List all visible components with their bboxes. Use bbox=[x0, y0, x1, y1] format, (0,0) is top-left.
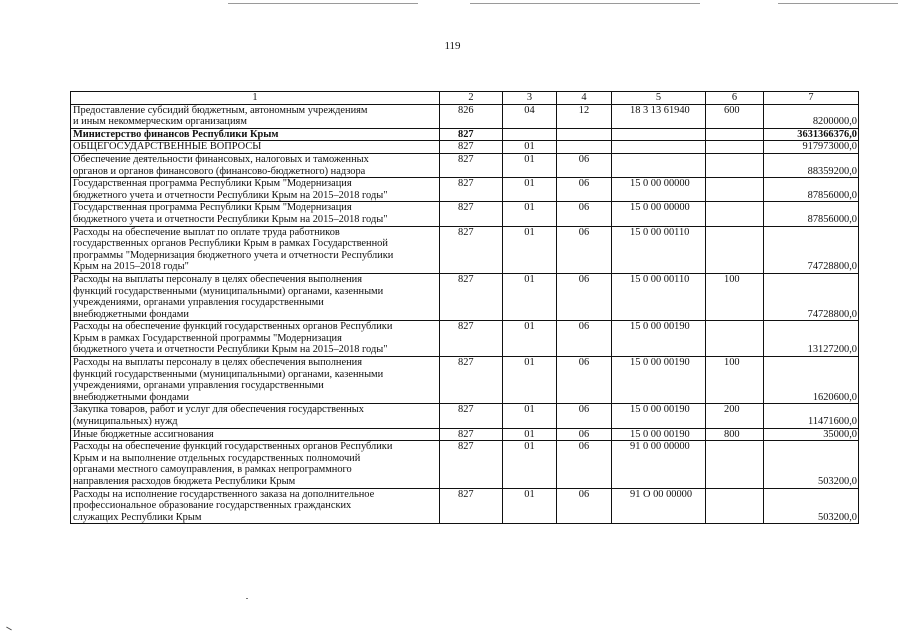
row-admin-code: 827 bbox=[440, 488, 503, 524]
scan-edge-mark bbox=[6, 627, 12, 631]
row-admin-code: 827 bbox=[440, 226, 503, 273]
row-expense-type: 100 bbox=[706, 273, 764, 320]
row-section: 01 bbox=[503, 153, 557, 177]
row-target-article: 15 0 00 00190 bbox=[612, 428, 706, 441]
row-description: Закупка товаров, работ и услуг для обеспечения государственных (муниципальных) нужд bbox=[71, 404, 440, 428]
row-section: 01 bbox=[503, 321, 557, 357]
row-amount: 503200,0 bbox=[764, 441, 859, 488]
header-cell-6: 6 bbox=[706, 92, 764, 105]
row-section: 01 bbox=[503, 226, 557, 273]
table-row bbox=[71, 321, 859, 357]
row-admin-code: 827 bbox=[440, 202, 503, 226]
row-description: Обеспечение деятельности финансовых, налоговых и таможенных органов и органов финансового (финансово-бюджетного) надзора bbox=[71, 153, 440, 177]
table-row bbox=[71, 404, 859, 428]
row-description: Предоставление субсидий бюджетным, автономным учреждениям и иным некоммерческим организациям bbox=[71, 104, 440, 128]
row-expense-type bbox=[706, 141, 764, 154]
row-expense-type bbox=[706, 178, 764, 202]
row-description: Министерство финансов Республики Крым bbox=[71, 128, 440, 141]
row-admin-code: 827 bbox=[440, 357, 503, 404]
row-target-article: 91 О 00 00000 bbox=[612, 488, 706, 524]
table-row bbox=[71, 128, 859, 141]
header-cell-4: 4 bbox=[557, 92, 612, 105]
row-amount: 74728800,0 bbox=[764, 273, 859, 320]
scan-dot-mark bbox=[246, 598, 248, 599]
row-subsection: 06 bbox=[557, 273, 612, 320]
row-subsection: 12 bbox=[557, 104, 612, 128]
row-section: 01 bbox=[503, 178, 557, 202]
row-section: 01 bbox=[503, 404, 557, 428]
row-description: Расходы на обеспечение выплат по оплате труда работников государственных органов Республики Крым в рамках Государственной программы "Модернизация бюджетного учета и отчетности Республики Крым на 2015–2018 годы" bbox=[71, 226, 440, 273]
row-amount: 11471600,0 bbox=[764, 404, 859, 428]
row-subsection bbox=[557, 141, 612, 154]
row-admin-code: 826 bbox=[440, 104, 503, 128]
row-description: Государственная программа Республики Крым "Модернизация бюджетного учета и отчетности Республики Крым на 2015–2018 годы" bbox=[71, 178, 440, 202]
row-target-article: 15 0 00 00190 bbox=[612, 357, 706, 404]
header-cell-1: 1 bbox=[71, 92, 440, 105]
row-target-article: 15 0 00 00110 bbox=[612, 273, 706, 320]
row-subsection: 06 bbox=[557, 226, 612, 273]
row-admin-code: 827 bbox=[440, 321, 503, 357]
table-row bbox=[71, 202, 859, 226]
row-target-article: 15 0 00 00110 bbox=[612, 226, 706, 273]
row-admin-code: 827 bbox=[440, 404, 503, 428]
row-section bbox=[503, 128, 557, 141]
row-target-article: 15 0 00 00190 bbox=[612, 321, 706, 357]
table-row bbox=[71, 488, 859, 524]
row-admin-code: 827 bbox=[440, 141, 503, 154]
row-expense-type: 100 bbox=[706, 357, 764, 404]
table-row bbox=[71, 428, 859, 441]
row-amount: 3631366376,0 bbox=[764, 128, 859, 141]
table-row bbox=[71, 441, 859, 488]
row-admin-code: 827 bbox=[440, 153, 503, 177]
table-header-row bbox=[71, 92, 859, 105]
header-cell-7: 7 bbox=[764, 92, 859, 105]
row-expense-type bbox=[706, 153, 764, 177]
page-number: 119 bbox=[444, 40, 461, 52]
row-section: 01 bbox=[503, 202, 557, 226]
row-subsection: 06 bbox=[557, 404, 612, 428]
row-description: Расходы на выплаты персоналу в целях обеспечения выполнения функций государственными (муниципальными) органами, казенными учреждениями, органами управления государственными внебюджетными фондами bbox=[71, 273, 440, 320]
row-description: Государственная программа Республики Крым "Модернизация бюджетного учета и отчетности Республики Крым на 2015–2018 годы" bbox=[71, 202, 440, 226]
row-subsection: 06 bbox=[557, 357, 612, 404]
row-amount: 87856000,0 bbox=[764, 178, 859, 202]
row-section: 01 bbox=[503, 488, 557, 524]
row-subsection: 06 bbox=[557, 428, 612, 441]
row-section: 01 bbox=[503, 441, 557, 488]
table-row bbox=[71, 153, 859, 177]
row-amount: 35000,0 bbox=[764, 428, 859, 441]
budget-table-body bbox=[71, 92, 859, 524]
row-expense-type bbox=[706, 321, 764, 357]
row-subsection: 06 bbox=[557, 441, 612, 488]
row-admin-code: 827 bbox=[440, 428, 503, 441]
row-expense-type bbox=[706, 226, 764, 273]
row-target-article: 18 3 13 61940 bbox=[612, 104, 706, 128]
row-amount: 503200,0 bbox=[764, 488, 859, 524]
row-admin-code: 827 bbox=[440, 441, 503, 488]
table-row bbox=[71, 104, 859, 128]
table-row bbox=[71, 226, 859, 273]
table-row bbox=[71, 357, 859, 404]
row-description: Расходы на обеспечение функций государственных органов Республики Крым и на выполнение отдельных государственных полномочий органами местного самоуправления, в рамках непрограммного направления расходов бюджета Республики Крым bbox=[71, 441, 440, 488]
row-expense-type bbox=[706, 128, 764, 141]
row-amount: 74728800,0 bbox=[764, 226, 859, 273]
budget-table bbox=[70, 91, 859, 524]
row-description: ОБЩЕГОСУДАРСТВЕННЫЕ ВОПРОСЫ bbox=[71, 141, 440, 154]
row-expense-type: 800 bbox=[706, 428, 764, 441]
row-amount: 917973000,0 bbox=[764, 141, 859, 154]
row-expense-type: 200 bbox=[706, 404, 764, 428]
row-subsection: 06 bbox=[557, 321, 612, 357]
row-description: Расходы на исполнение государственного заказа на дополнительное профессиональное образование государственных гражданских служащих Республики Крым bbox=[71, 488, 440, 524]
row-section: 01 bbox=[503, 273, 557, 320]
row-target-article: 15 0 00 00190 bbox=[612, 404, 706, 428]
row-admin-code: 827 bbox=[440, 273, 503, 320]
row-description: Расходы на выплаты персоналу в целях обеспечения выполнения функций государственными (муниципальными) органами, казенными учреждениями, органами управления государственными внебюджетными фондами bbox=[71, 357, 440, 404]
row-expense-type bbox=[706, 441, 764, 488]
row-admin-code: 827 bbox=[440, 178, 503, 202]
header-cell-3: 3 bbox=[503, 92, 557, 105]
row-description: Расходы на обеспечение функций государственных органов Республики Крым в рамках Государственной программы "Модернизация бюджетного учета и отчетности Республики Крым на 2015–2018 годы" bbox=[71, 321, 440, 357]
row-section: 01 bbox=[503, 428, 557, 441]
row-subsection bbox=[557, 128, 612, 141]
row-target-article bbox=[612, 153, 706, 177]
row-expense-type bbox=[706, 488, 764, 524]
row-admin-code: 827 bbox=[440, 128, 503, 141]
row-amount: 13127200,0 bbox=[764, 321, 859, 357]
row-target-article: 15 0 00 00000 bbox=[612, 178, 706, 202]
header-cell-2: 2 bbox=[440, 92, 503, 105]
scan-top-line-left bbox=[228, 3, 418, 4]
row-target-article bbox=[612, 141, 706, 154]
row-subsection: 06 bbox=[557, 202, 612, 226]
row-amount: 87856000,0 bbox=[764, 202, 859, 226]
row-description: Иные бюджетные ассигнования bbox=[71, 428, 440, 441]
row-target-article: 15 0 00 00000 bbox=[612, 202, 706, 226]
row-amount: 88359200,0 bbox=[764, 153, 859, 177]
row-amount: 8200000,0 bbox=[764, 104, 859, 128]
scan-top-line-right bbox=[778, 3, 898, 4]
table-row bbox=[71, 178, 859, 202]
row-section: 01 bbox=[503, 357, 557, 404]
table-row bbox=[71, 141, 859, 154]
scan-top-line-center bbox=[470, 3, 700, 4]
row-expense-type: 600 bbox=[706, 104, 764, 128]
row-section: 01 bbox=[503, 141, 557, 154]
row-amount: 1620600,0 bbox=[764, 357, 859, 404]
row-subsection: 06 bbox=[557, 488, 612, 524]
row-expense-type bbox=[706, 202, 764, 226]
row-section: 04 bbox=[503, 104, 557, 128]
row-subsection: 06 bbox=[557, 178, 612, 202]
row-target-article bbox=[612, 128, 706, 141]
header-cell-5: 5 bbox=[612, 92, 706, 105]
row-target-article: 91 0 00 00000 bbox=[612, 441, 706, 488]
row-subsection: 06 bbox=[557, 153, 612, 177]
table-row bbox=[71, 273, 859, 320]
